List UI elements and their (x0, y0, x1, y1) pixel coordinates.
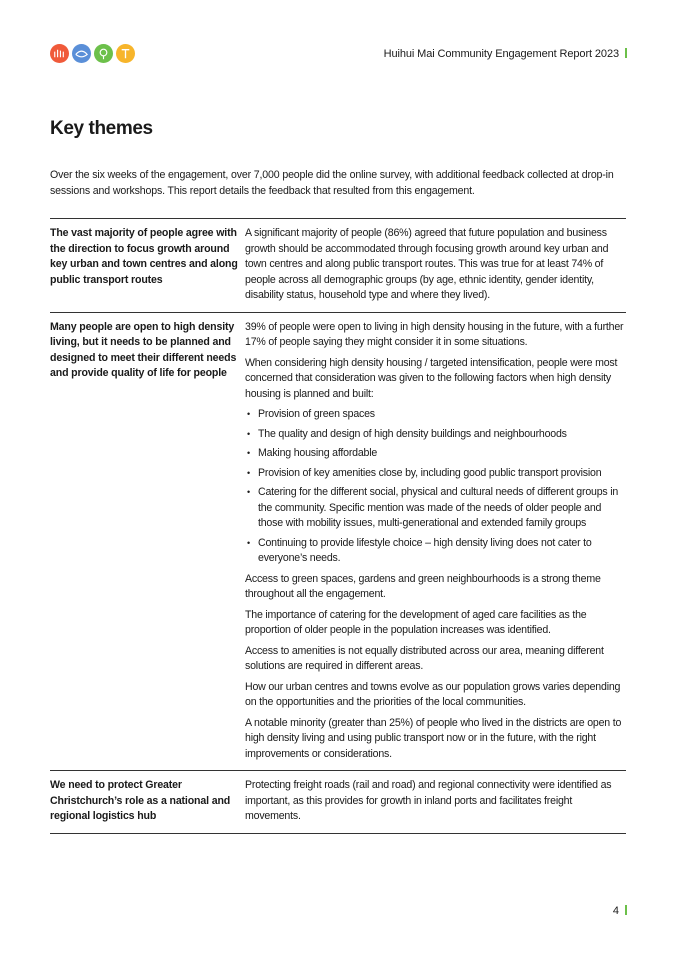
themes-table (50, 218, 626, 834)
logo-icon-blue (72, 44, 91, 63)
list-item: • Provision of key amenities close by, including good public transport provision (245, 466, 626, 482)
report-title-text: Huihui Mai Community Engagement Report 2023 (383, 48, 619, 60)
theme-paragraph: 39% of people were open to living in high density housing in the future, with a further 17% of people saying they might consider it in some situations. (245, 320, 624, 348)
logo-icon-green (94, 44, 113, 63)
list-item: • The quality and design of high density buildings and neighbourhoods (245, 427, 626, 443)
theme-paragraph: Protecting freight roads (rail and road) and regional connectivity were identified as important, as this provides for growth in inland ports and facilitates freight movements. (245, 779, 612, 822)
accent-bar (625, 905, 627, 915)
theme-paragraph: The importance of catering for the development of aged care facilities as the proportion of older people in the population increases was identified. (245, 608, 587, 636)
theme-paragraph: A notable minority (greater than 25%) of people who lived in the districts are open to high density living and using public transport now or in the future, with the right improvements or considerations. (245, 716, 622, 760)
theme-title: Many people are open to high density living, but it needs to be planned and designed to meet their different needs and provide quality of life for people (50, 320, 237, 379)
theme-paragraph: A significant majority of people (86%) agreed that future population and business growth should be accommodated through focusing growth around key urban and town centres and along public transport routes. This was true for at least 74% of people across all demographic groups (by age, ethnic identity, gender identity, disability status, household type and where they lived). (245, 227, 609, 301)
theme-body (245, 226, 626, 304)
theme-paragraph: Access to green spaces, gardens and green neighbourhoods is a strong theme throughout all the engagement. (245, 572, 601, 600)
theme-paragraph: When considering high density housing / targeted intensification, people were most concerned that consideration was given to the following factors when high density housing is planned and built: (245, 356, 618, 400)
theme-body (245, 320, 626, 763)
theme-paragraph: Access to amenities is not equally distributed across our area, meaning different solutions are required in different areas. (245, 644, 604, 672)
theme-paragraph: How our urban centres and towns evolve as our population grows varies depending on the opportunities and the priorities of the local communities. (245, 680, 621, 708)
intro-paragraph: Over the six weeks of the engagement, over 7,000 people did the online survey, with additional feedback collected at drop-in sessions and workshops. This report details the feedback that resulted from this engagement. (50, 169, 614, 197)
theme-row (50, 770, 626, 834)
partner-logos (50, 44, 135, 63)
page-number-text: 4 (612, 905, 619, 917)
page-number (613, 905, 627, 917)
list-item: • Making housing affordable (245, 446, 626, 462)
logo-icon-red (50, 44, 69, 63)
theme-title: The vast majority of people agree with the direction to focus growth around key urban and town centres and along public transport routes (50, 227, 238, 286)
accent-bar (625, 48, 627, 58)
theme-row (50, 312, 626, 771)
theme-body (245, 778, 626, 825)
list-item: • Continuing to provide lifestyle choice – high density living does not cater to everyone’s needs. (245, 536, 626, 567)
list-item: • Provision of green spaces (245, 407, 626, 423)
factor-list (245, 407, 626, 567)
theme-title: We need to protect Greater Christchurch’s role as a national and regional logistics hub (50, 779, 231, 822)
page-title: Key themes (50, 118, 153, 139)
theme-row (50, 218, 626, 312)
logo-icon-yellow (116, 44, 135, 63)
list-item: • Catering for the different social, physical and cultural needs of different groups in the community. Specific mention was made of the needs of older people and those with mobility issues, multi-generational and extended family groups (245, 485, 626, 532)
report-header-title (384, 48, 627, 60)
